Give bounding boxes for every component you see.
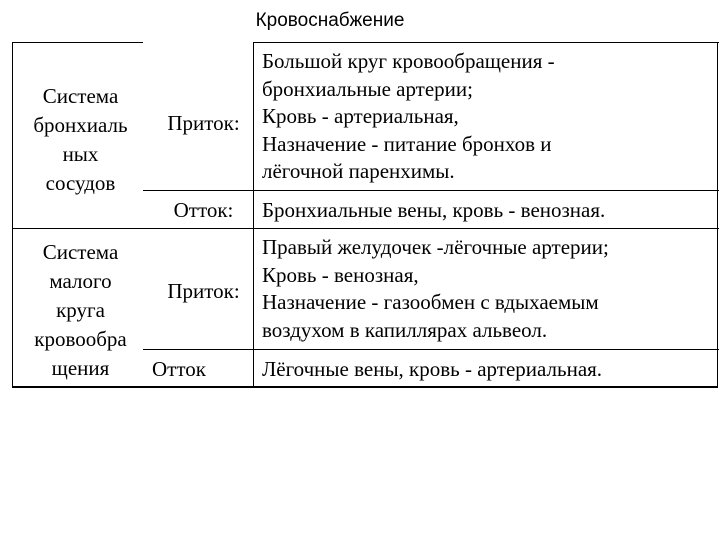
blood-supply-table <box>12 42 718 388</box>
pulmonary-system-label <box>13 238 148 383</box>
bronchial-inflow-label: Приток: <box>167 111 240 135</box>
row-divider-1 <box>143 190 719 191</box>
pulmonary-outflow-label: Отток <box>152 357 206 381</box>
system-line: малого <box>49 269 112 293</box>
text-line: бронхиальные артерии; <box>262 76 473 101</box>
text-line: Правый желудочек -лёгочные артерии; <box>262 235 609 259</box>
system-line: Система <box>42 84 119 108</box>
bronchial-inflow-text <box>262 48 716 186</box>
pulmonary-inflow-text <box>262 234 716 344</box>
system-line: сосудов <box>45 171 116 195</box>
system-line: бронхиаль <box>33 113 128 137</box>
bronchial-system-label <box>13 82 148 198</box>
system-line: щения <box>51 356 110 380</box>
text-line: Большой круг кровообращения - <box>262 49 555 73</box>
table-border-top-left <box>13 42 143 43</box>
pulmonary-outflow-text: Лёгочные вены, кровь - артериальная. <box>262 357 603 381</box>
text-line: Кровь - артериальная, <box>262 104 459 128</box>
text-line: Назначение - питание бронхов и <box>262 131 552 156</box>
row-divider-2 <box>13 228 719 229</box>
text-line: Кровь - венозная, <box>262 262 419 287</box>
page-title: Кровоснабжение <box>255 10 405 31</box>
text-line: лёгочной паренхимы. <box>262 159 455 183</box>
system-line: Система <box>42 240 119 264</box>
pulmonary-inflow-label: Приток: <box>167 279 240 303</box>
system-line: кровообра <box>34 327 127 351</box>
bronchial-outflow-label: Отток: <box>173 198 234 222</box>
table-border-top-right <box>253 42 719 43</box>
text-line: Назначение - газообмен с вдыхаемым <box>262 290 599 314</box>
system-line: ных <box>62 142 99 166</box>
system-line: круга <box>56 298 105 322</box>
bronchial-outflow-text: Бронхиальные вены, кровь - венозная. <box>262 198 606 222</box>
text-line: воздухом в капиллярах альвеол. <box>262 317 548 342</box>
row-divider-3 <box>143 349 719 350</box>
